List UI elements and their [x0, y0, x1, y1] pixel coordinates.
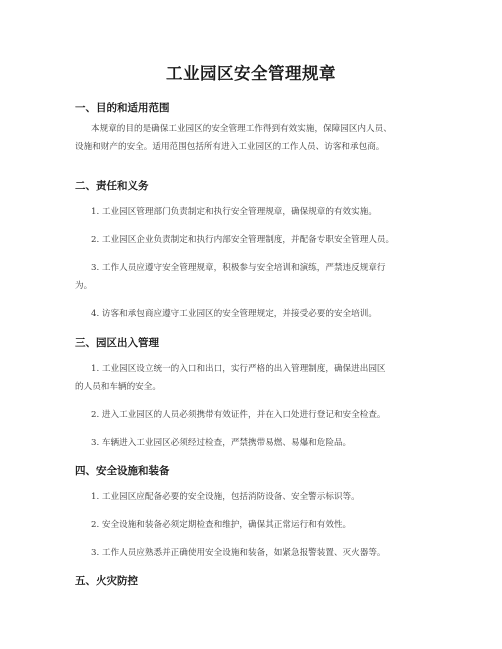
paragraph-line: 1. 工业园区设立统一的入口和出口，实行严格的出入管理制度，确保进出园区 [91, 364, 386, 374]
paragraph-line: 4. 访客和承包商应遵守工业园区的安全管理规定，并接受必要的安全培训。 [91, 309, 377, 319]
paragraph [75, 231, 435, 249]
paragraph [75, 203, 435, 221]
section-heading-responsibilities: 二、责任和义务 [75, 180, 149, 192]
paragraph [75, 516, 435, 534]
paragraph [75, 488, 435, 506]
section-heading-fire-prevention: 五、火灾防控 [75, 575, 138, 587]
paragraph-line: 2. 安全设施和装备必须定期检查和维护，确保其正常运行和有效性。 [91, 520, 352, 530]
paragraph-line: 的人员和车辆的安全。 [75, 382, 161, 392]
paragraph-line: 3. 工作人员应遵守安全管理规章，积极参与安全培训和演练，严禁违反规章行 [91, 263, 386, 273]
paragraph [75, 544, 435, 562]
paragraph-line: 2. 进入工业园区的人员必须携带有效证件，并在入口处进行登记和安全检查。 [91, 410, 386, 420]
section-heading-access: 三、园区出入管理 [75, 337, 159, 349]
paragraph-line: 为。 [75, 281, 93, 291]
paragraph-line: 3. 车辆进入工业园区必须经过检查，严禁携带易燃、易爆和危险品。 [91, 438, 352, 448]
paragraph [75, 434, 435, 452]
section-heading-facilities: 四、安全设施和装备 [75, 465, 170, 477]
paragraph [75, 259, 435, 295]
paragraph [75, 120, 435, 156]
paragraph-line: 2. 工业园区企业负责制定和执行内部安全管理制度，并配备专职安全管理人员。 [91, 235, 395, 245]
section-heading-purpose: 一、目的和适用范围 [75, 102, 170, 114]
paragraph-line: 3. 工作人员应熟悉并正确使用安全设施和装备，如紧急报警装置、灭火器等。 [91, 548, 386, 558]
paragraph-line: 设施和财产的安全。适用范围包括所有进入工业园区的工作人员、访客和承包商。 [75, 142, 385, 152]
paragraph [75, 305, 435, 323]
paragraph-line: 1. 工业园区应配备必要的安全设施，包括消防设备、安全警示标识等。 [91, 492, 360, 502]
paragraph-line: 本规章的目的是确保工业园区的安全管理工作得到有效实施，保障园区内人员、 [91, 124, 392, 134]
paragraph [75, 360, 435, 396]
paragraph [75, 406, 435, 424]
paragraph-line: 1. 工业园区管理部门负责制定和执行安全管理规章，确保规章的有效实施。 [91, 207, 377, 217]
document-title: 工业园区安全管理规章 [166, 64, 336, 83]
